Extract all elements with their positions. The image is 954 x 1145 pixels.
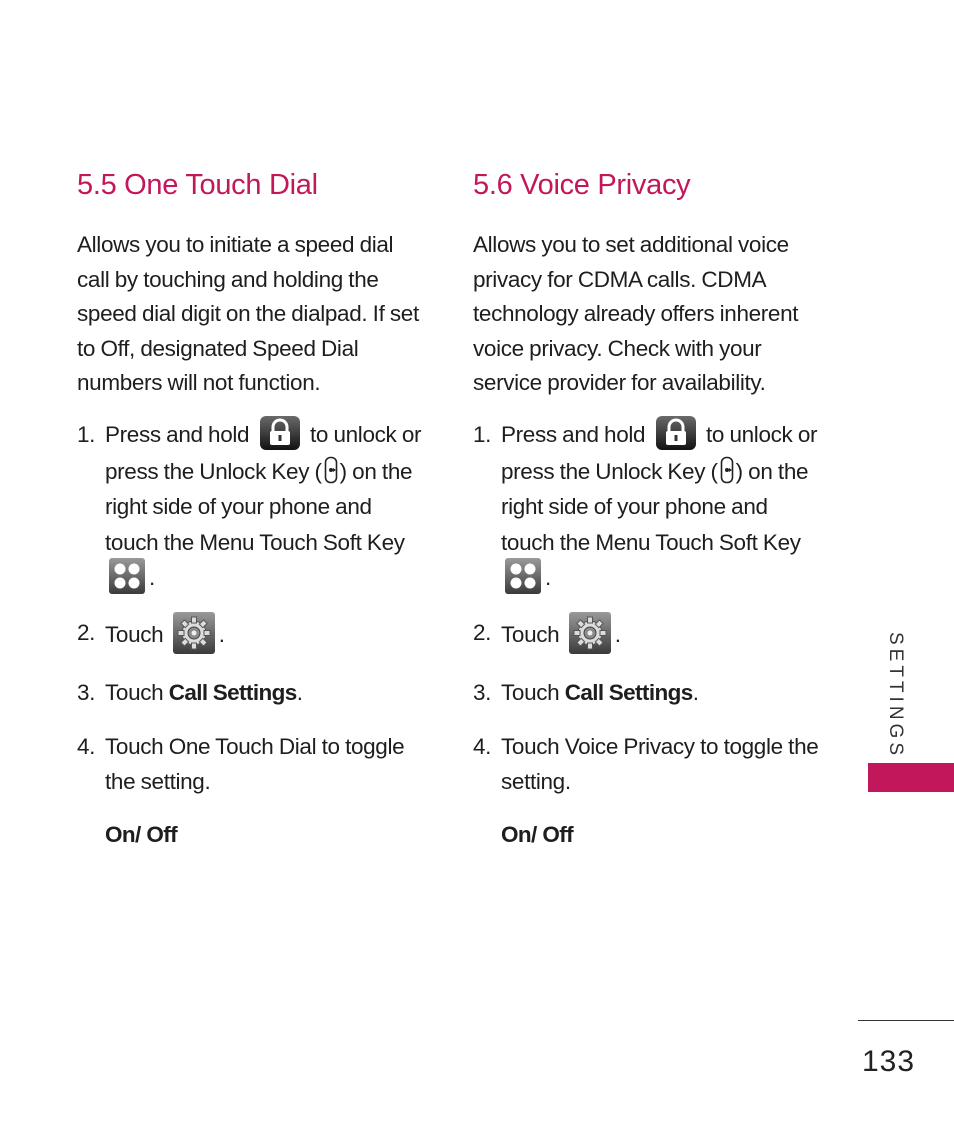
steps-list xyxy=(473,417,823,800)
section-intro: Allows you to set additional voice privacy for CDMA calls. CDMA technology already offers inherent voice privacy. Check with your service provider for availability. xyxy=(473,232,799,395)
step-number: 1. xyxy=(473,421,492,447)
menu-icon xyxy=(109,558,145,594)
option-values: On/ Off xyxy=(501,821,574,847)
step-text: to unlock or press the Unlock Key ( xyxy=(501,421,818,484)
step-3 xyxy=(77,675,429,711)
step-text: Touch Voice Privacy to toggle the setting. xyxy=(501,733,819,795)
step-number: 4. xyxy=(473,733,492,759)
step-2 xyxy=(77,615,429,657)
step-text: Touch xyxy=(105,680,164,706)
step-text: Touch xyxy=(105,622,164,648)
option-values: On/ Off xyxy=(105,821,178,847)
side-section-tab xyxy=(868,763,954,792)
section-title: 5.5 One Touch Dial xyxy=(77,169,318,201)
steps-list xyxy=(77,417,429,800)
step-number: 2. xyxy=(473,620,492,646)
section-intro: Allows you to initiate a speed dial call by touching and holding the speed dial digit on the dialpad. If set to Off, designated Speed Dial numbers will not function. xyxy=(77,232,419,395)
step-text: Press and hold xyxy=(105,421,250,447)
lock-icon xyxy=(655,415,697,451)
gear-icon xyxy=(173,612,215,654)
step-number: 3. xyxy=(473,680,492,706)
step-text: Press and hold xyxy=(501,421,646,447)
step-end: . xyxy=(692,680,699,706)
footer-rule xyxy=(858,1020,954,1021)
page-number: 133 xyxy=(862,1045,916,1078)
step-text: Touch xyxy=(501,622,560,648)
gear-icon xyxy=(569,612,611,654)
step-end: . xyxy=(149,565,155,591)
step-4 xyxy=(473,729,823,800)
step-end: . xyxy=(614,622,621,648)
step-text: Touch xyxy=(501,680,560,706)
step-text: ) on the right side of your phone and touch the Menu Touch Soft Key xyxy=(501,458,809,555)
step-end: . xyxy=(218,622,225,648)
step-end: . xyxy=(545,565,551,591)
section-voice-privacy xyxy=(473,164,823,852)
unlock-key-icon xyxy=(324,456,338,484)
menu-icon xyxy=(505,558,541,594)
side-section-label: SETTINGS xyxy=(885,632,906,760)
step-number: 1. xyxy=(77,421,96,447)
step-1 xyxy=(473,417,823,598)
step-3 xyxy=(473,675,823,711)
step-1 xyxy=(77,417,429,598)
section-one-touch-dial xyxy=(77,164,429,852)
step-end: . xyxy=(296,680,303,706)
step-2 xyxy=(473,615,823,657)
step-number: 2. xyxy=(77,620,96,646)
unlock-key-icon xyxy=(720,456,734,484)
section-title: 5.6 Voice Privacy xyxy=(473,169,691,201)
step-number: 3. xyxy=(77,680,96,706)
step-text: Touch One Touch Dial to toggle the setting. xyxy=(105,733,405,795)
step-bold-term: Call Settings xyxy=(168,680,297,706)
lock-icon xyxy=(259,415,301,451)
step-4 xyxy=(77,729,429,800)
step-number: 4. xyxy=(77,733,96,759)
step-text: ) on the right side of your phone and touch the Menu Touch Soft Key xyxy=(105,458,413,555)
step-bold-term: Call Settings xyxy=(564,680,693,706)
step-text: to unlock or press the Unlock Key ( xyxy=(105,421,422,484)
